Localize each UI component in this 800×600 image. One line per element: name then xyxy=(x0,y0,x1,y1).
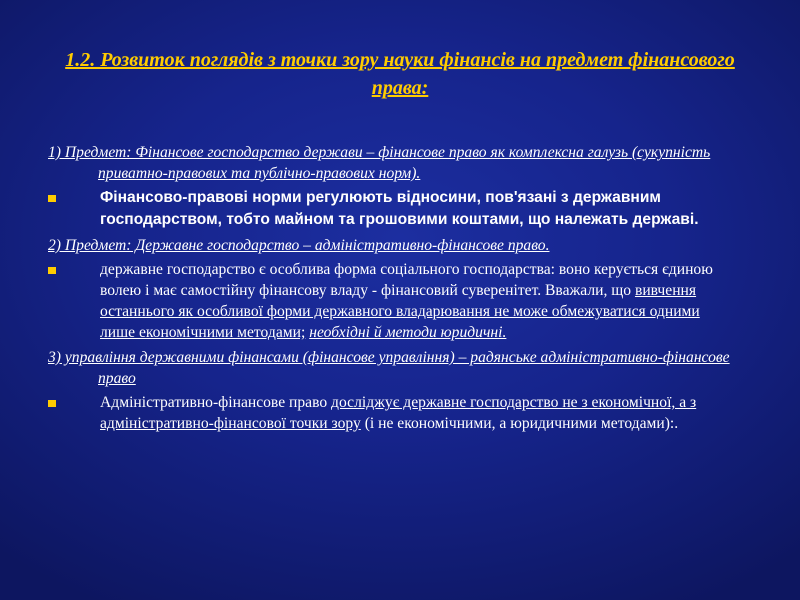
section-3-heading: 3) управління державними фінансами (фінансове управління) – радянське адміністративно-фінансове право xyxy=(48,349,730,387)
square-bullet-icon xyxy=(48,400,56,407)
section-2-text-underlined: вивчення останнього як особливої форми державного владарювання не може обмежуватися одними лише економічними методами; xyxy=(100,282,700,341)
section-2-text-italic: необхідні й методи юридичні. xyxy=(309,324,507,341)
slide-title: 1.2. Розвиток поглядів з точки зору науки фінансів на предмет фінансового права: xyxy=(65,49,735,99)
section-1-heading: 1) Предмет: Фінансове господарство держави – фінансове право як комплексна галузь (сукупність приватно-правових та публічно-правових норм). xyxy=(48,144,711,182)
square-bullet-icon xyxy=(48,267,56,274)
section-2-heading: 2) Предмет: Державне господарство – адміністративно-фінансове право. xyxy=(48,237,550,254)
section-2-bullet-text xyxy=(100,259,738,343)
section-3-text-plain: Адміністративно-фінансове право xyxy=(100,394,332,411)
section-3-bullet-text xyxy=(100,392,738,434)
slide-content xyxy=(48,142,738,438)
section-3-text-underlined: досліджує державне господарство не з економічної, а з адміністративно-фінансової точки зору xyxy=(100,394,697,432)
section-3-bullet xyxy=(48,392,738,434)
section-1-bullet xyxy=(48,187,738,231)
section-3-text-tail: (і не економічними, а юридичними методами):. xyxy=(360,415,679,432)
square-bullet-icon xyxy=(48,195,56,202)
section-2-bullet xyxy=(48,259,738,343)
section-1-bullet-text: Фінансово-правові норми регулюють відносини, пов'язані з державним господарством, тобто майном та грошовими коштами, що належать державі. xyxy=(100,189,699,228)
section-2-text-plain: державне господарство є особлива форма соціального господарства: воно керується єдиною волею і має самостійну фінансову владу - фінансовий суверенітет. Вважали, що xyxy=(100,261,713,299)
